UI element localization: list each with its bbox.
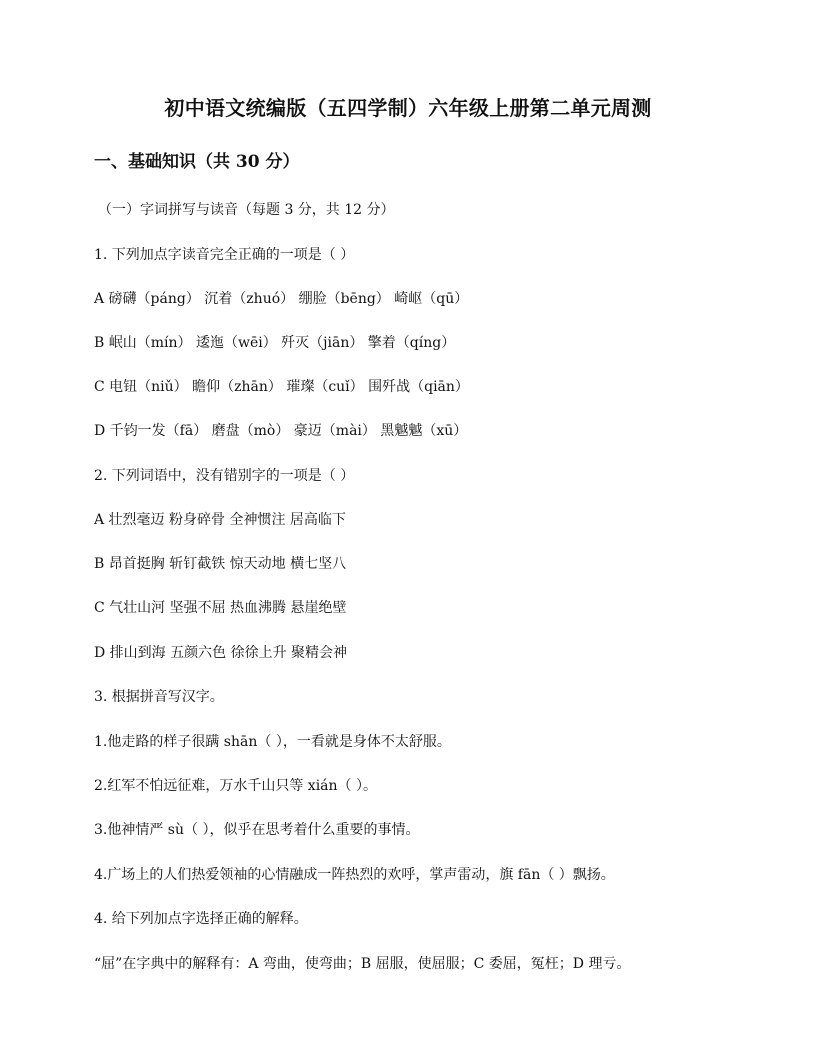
q2-option-c: C 气壮山河 坚强不屈 热血沸腾 悬崖绝壁 [94,600,347,616]
q3-item-2: 2.红军不怕远征难，万水千山只等 xián（ ）。 [94,778,377,794]
q1-option-b: B 岷山（mín） 逶迤（wēi） 歼灭（jiān） 擎着（qíng） [94,335,456,351]
q2-option-b: B 昂首挺胸 斩钉截铁 惊天动地 横七坚八 [94,556,347,572]
page-title: 初中语文统编版（五四学制）六年级上册第二单元周测 [164,96,652,120]
section-heading-basic-knowledge: 一、基础知识（共 30 分） [94,152,300,172]
question-3: 3. 根据拼音写汉字。 [94,689,224,705]
q1-option-d: D 千钧一发（fā） 磨盘（mò） 豪迈（mài） 黑魆魆（xū） [94,423,468,439]
q3-item-4: 4.广场上的人们热爱领袖的心情融成一阵热烈的欢呼，掌声雷动，旗 fān（ ）飘扬。 [94,867,615,883]
question-1: 1. 下列加点字读音完全正确的一项是（ ） [94,247,355,263]
q1-option-a: A 磅礴（páng） 沉着（zhuó） 绷脸（bēng） 崎岖（qū） [94,291,469,307]
q1-option-c: C 电钮（niǔ） 瞻仰（zhān） 璀璨（cuǐ） 围歼战（qiān） [94,379,469,395]
question-2: 2. 下列词语中，没有错别字的一项是（ ） [94,468,355,484]
q2-option-a: A 壮烈毫迈 粉身碎骨 全神惯注 居高临下 [94,512,346,528]
subsection-heading: （一）字词拼写与读音（每题 3 分，共 12 分） [98,202,395,218]
q3-item-3: 3.他神情严 sù（ ），似乎在思考着什么重要的事情。 [94,822,420,838]
question-4: 4. 给下列加点字选择正确的解释。 [94,911,308,927]
q2-option-d: D 排山到海 五颜六色 徐徐上升 聚精会神 [94,645,348,661]
q3-item-1: 1.他走路的样子很蹒 shān（ ），一看就是身体不太舒服。 [94,734,451,750]
q4-definition: “屈”在字典中的解释有：A 弯曲，使弯曲；B 屈服，使屈服；C 委屈，冤枉；D 理亏。 [94,956,631,972]
